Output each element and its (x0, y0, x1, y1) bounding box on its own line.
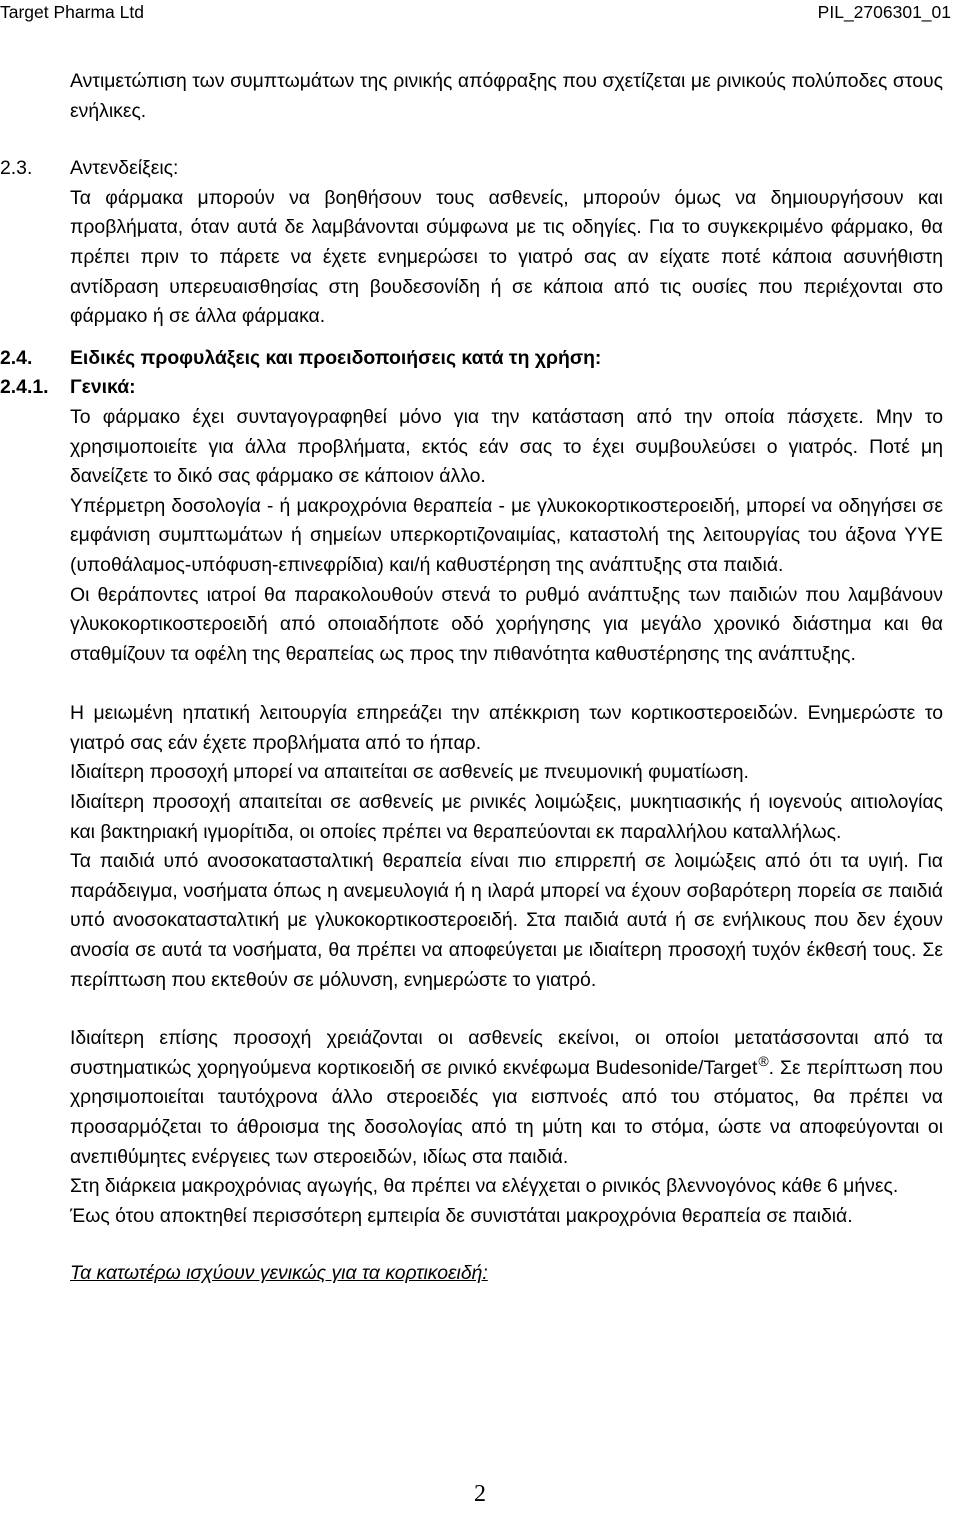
section-2-4-1-number: 2.4.1. (0, 376, 49, 399)
section-2-3 (0, 154, 943, 184)
page-number: 2 (474, 1481, 486, 1507)
section-2-3-number: 2.3. (0, 157, 33, 180)
nasal-infections-paragraph: Ιδιαίτερη προσοχή απαιτείται σε ασθενείς με ρινικές λοιμώξεις, μυκητιασικής ή ιογενούς αιτιολογίας και βακτηριακή ιγμορίτιδα, οι οποίες πρέπει να θεραπεύονται εκ παραλλήλου καταλλήλως. (70, 791, 943, 843)
header-document-id: PIL_2706301_01 (817, 2, 951, 22)
section-2-4 (0, 344, 943, 374)
section-2-4-1-heading: Γενικά: (70, 376, 136, 399)
section-2-3-heading: Αντενδείξεις: (70, 157, 179, 180)
corticosteroids-general-note: Τα κατωτέρω ισχύουν γενικώς για τα κορτικοειδή: (70, 1262, 488, 1285)
section-2-4-heading: Ειδικές προφυλάξεις και προειδοποιήσεις κατά τη χρήση: (70, 346, 602, 369)
indication-paragraph: Αντιμετώπιση των συμπτωμάτων της ρινικής απόφραξης που σχετίζεται με ρινικούς πολύποδες στους ενήλικες. (70, 70, 943, 122)
mucosa-check-paragraph: Στη διάρκεια μακροχρόνιας αγωγής, θα πρέπει να ελέγχεται ο ρινικός βλεννογόνος κάθε 6 μήνες. (70, 1175, 899, 1198)
immunosuppressed-children-paragraph: Τα παιδιά υπό ανοσοκατασταλτική θεραπεία είναι πιο επιρρεπή σε λοιμώξεις από ότι τα υγιή. Για παράδειγμα, νοσήματα όπως η ανεμευλογιά ή η ιλαρά μπορεί να έχουν σοβαρότερη πορεία σε παιδιά υπό ανοσοκατασταλτική με γλυκοκορτικοστεροειδή. Στα παιδιά αυτά ή σε ενήλικους που δεν έχουν ανοσία σε αυτά τα νοσήματα, θα πρέπει να αποφεύγεται με ιδιαίτερη προσοχή τυχόν έκθεσή τους. Σε περίπτωση που εκτεθούν σε μόλυνση, ενημερώστε το γιατρό. (70, 850, 943, 991)
general-paragraph: Το φάρμακο έχει συνταγογραφηθεί μόνο για την κατάσταση από την οποία πάσχετε. Μην το χρησιμοποιείτε για άλλα προβλήματα, εκτός εάν σας το έχει συμβουλεύσει ο γιατρός. Ποτέ μη δανείζετε το δικό σας φάρμακο σε κάποιον άλλο. (70, 405, 943, 488)
section-2-4-1 (0, 373, 943, 403)
liver-function-paragraph: Η μειωμένη ηπατική λειτουργία επηρεάζει την απέκκριση των κορτικοστεροειδών. Ενημερώστε το γιατρό σας εάν έχετε προβλήματα από το ήπαρ. (70, 702, 943, 754)
children-long-term-paragraph: Έως ότου αποκτηθεί περισσότερη εμπειρία δε συνιστάται μακροχρόνια θεραπεία σε παιδιά. (70, 1204, 853, 1227)
overdosage-paragraph: Υπέρμετρη δοσολογία - ή μακροχρόνια θεραπεία - με γλυκοκορτικοστεροειδή, μπορεί να οδηγήσει σε εμφάνιση συμπτωμάτων ή σημείων υπερκορτιζοναιμίας, καταστολή της λειτουργίας του άξονα ΥΥΕ (υποθάλαμος-υπόφυση-επινεφρίδια) και/ή καθυστέρηση της ανάπτυξης στα παιδιά. (70, 494, 943, 576)
section-2-4-number: 2.4. (0, 346, 33, 369)
growth-monitoring-paragraph: Οι θεράποντες ιατροί θα παρακολουθούν στενά το ρυθμό ανάπτυξης των παιδιών που λαμβάνουν γλυκοκορτικοστεροειδή από οποιαδήποτε οδό χορήγησης για μεγάλο χρονικό διάστημα και θα σταθμίζουν τα οφέλη της θεραπείας ως προς την πιθανότητα καθυστέρησης της ανάπτυξης. (70, 583, 943, 665)
header-company: Target Pharma Ltd (0, 2, 144, 22)
document-body (0, 67, 943, 1289)
tuberculosis-paragraph: Ιδιαίτερη προσοχή μπορεί να απαιτείται σε ασθενείς με πνευμονική φυματίωση. (70, 761, 749, 784)
systemic-transfer-text-a: Ιδιαίτερη επίσης προσοχή χρειάζονται οι ασθενείς εκείνοι, οι οποίοι μετατάσσονται από τα συστηματικώς χορηγούμενα κορτικοειδή σε ρινικό εκνέφωμα Budesonide/Target (70, 1027, 943, 1079)
systemic-transfer-text-b: . Σε περίπτωση που χρησιμοποιείται ταυτόχρονα άλλο στεροειδές για εισπνοές από του στόματος, θα πρέπει να προσαρμόζεται το άθροισμα της δοσολογίας από τη μύτη και το στόμα, ώστε να αποφεύγονται οι ανεπιθύμητες ενέργειες των στεροειδών, ιδίως στα παιδιά. (70, 1056, 943, 1168)
contraindications-paragraph: Τα φάρμακα μπορούν να βοηθήσουν τους ασθενείς, μπορούν όμως να δημιουργήσουν και προβλήματα, όταν αυτά δε λαμβάνονται σύμφωνα με τις οδηγίες. Για το συγκεκριμένο φάρμακο, θα πρέπει πριν το πάρετε να έχετε ενημερώσει το γιατρό σας αν είχατε ποτέ κάποια ασυνήθιστη αντίδραση υπερευαισθησίας στη βουδεσονίδη ή σε κάποια από τις ουσίες που περιέχονται στο φάρμακο ή σε άλλα φάρμακα. (70, 186, 943, 328)
systemic-transfer-paragraph: Ιδιαίτερη επίσης προσοχή χρειάζονται οι ασθενείς εκείνοι, οι οποίοι μετατάσσονται από τα συστηματικώς χορηγούμενα κορτικοειδή σε ρινικό εκνέφωμα Budesonide/Target®. Σε περίπτωση που χρησιμοποιείται ταυτόχρονα άλλο στεροειδές για εισπνοές από του στόματος, θα πρέπει να προσαρμόζεται το άθροισμα της δοσολογίας από τη μύτη και το στόμα, ώστε να αποφεύγονται οι ανεπιθύμητες ενέργειες των στεροειδών, ιδίως στα παιδιά. (70, 1027, 943, 1168)
